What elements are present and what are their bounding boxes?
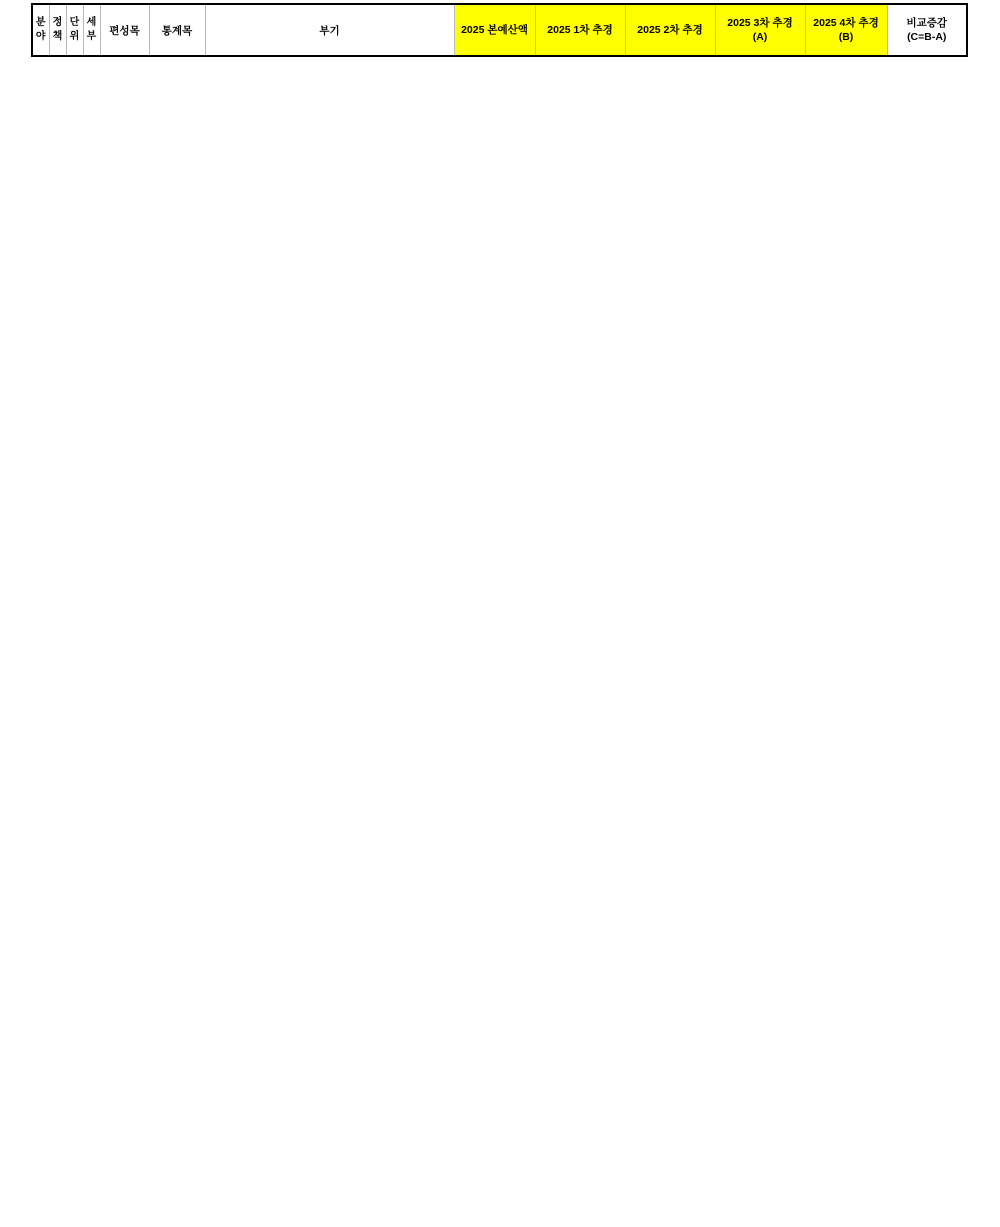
col-header-tonggyemok: 통계목 (149, 4, 205, 56)
col-header-jeongchaek: 정 책 (49, 4, 66, 56)
col-header-budget-2025: 2025 본예산액 (454, 4, 535, 56)
col-header-revision-1: 2025 1차 추경 (535, 4, 625, 56)
col-header-revision-2: 2025 2차 추경 (625, 4, 715, 56)
col-header-bunya: 분 야 (32, 4, 49, 56)
col-header-revision-4-B: 2025 4차 추경 (B) (805, 4, 887, 56)
col-header-pyeonseongmok: 편성목 (100, 4, 149, 56)
col-header-diff: 비교증감 (C=B-A) (887, 4, 967, 56)
col-header-revision-3-A: 2025 3차 추경 (A) (715, 4, 805, 56)
col-header-sebu: 세 부 (83, 4, 100, 56)
budget-table (31, 3, 968, 57)
header-row (32, 4, 967, 56)
col-header-bugi: 부기 (205, 4, 454, 56)
col-header-danwi: 단 위 (66, 4, 83, 56)
